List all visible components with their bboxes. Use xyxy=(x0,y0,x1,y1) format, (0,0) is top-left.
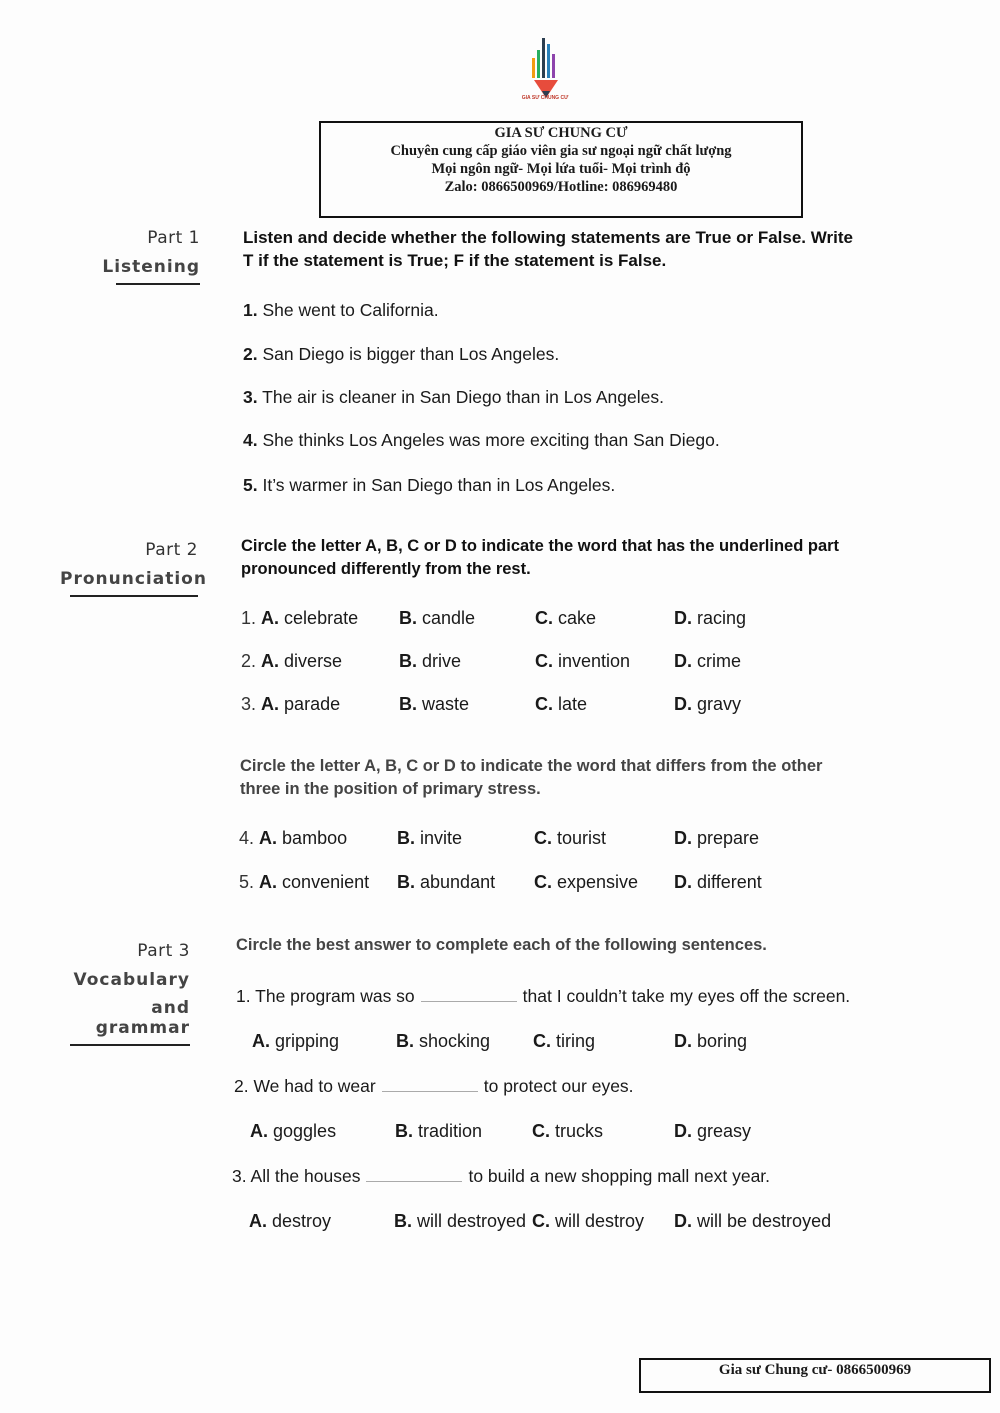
part1-number: Part 1 xyxy=(147,228,200,248)
pencil-logo-icon xyxy=(520,36,572,104)
part2-name: Pronunciation xyxy=(60,569,207,589)
grammar-options-2: A. goggles B. tradition C. trucks D. greasy xyxy=(250,1121,752,1141)
part3-instruction: Circle the best answer to complete each of the following sentences. xyxy=(236,936,767,954)
part2-instruction-1: Circle the letter A, B, C or D to indicate the word that has the underlined part pronounced differently from the rest. xyxy=(241,537,840,578)
header-tagline: Chuyên cung cấp giáo viên gia sư ngoại ngữ chất lượng xyxy=(390,143,732,159)
part3-name-line2: and grammar xyxy=(95,998,190,1038)
stress-question-4: 4. A. bamboo B. invite C. tourist D. prepare xyxy=(239,828,760,848)
statement-2: 2. San Diego is bigger than Los Angeles. xyxy=(243,344,560,364)
pron-question-2: 2. A. diverse B. drive C. invention D. crime xyxy=(241,651,742,671)
part3-number: Part 3 xyxy=(137,941,190,961)
statement-3: 3. The air is cleaner in San Diego than in Los Angeles. xyxy=(243,387,664,407)
logo-caption: GIA SƯ CHUNG CƯ xyxy=(521,95,569,101)
stress-question-5: 5. A. convenient B. abundant C. expensive D. different xyxy=(239,872,762,892)
pron-question-3: 3. A. parade B. waste C. late D. gravy xyxy=(241,694,742,714)
grammar-options-3: A. destroy B. will destroyed C. will destroy D. will be destroyed xyxy=(249,1211,832,1231)
statement-1: 1. She went to California. xyxy=(243,300,439,320)
grammar-question-2: 2. We had to wear to protect our eyes. xyxy=(234,1076,634,1096)
answer-blank[interactable] xyxy=(382,1090,478,1092)
statement-4: 4. She thinks Los Angeles was more exciting than San Diego. xyxy=(243,430,720,450)
header-subtitle: Mọi ngôn ngữ- Mọi lứa tuổi- Mọi trình độ xyxy=(431,161,691,177)
part2-instruction-2: Circle the letter A, B, C or D to indicate the word that differs from the other three in the position of primary stress. xyxy=(240,757,823,798)
part1-name: Listening xyxy=(102,257,200,277)
header-contact: Zalo: 0866500969/Hotline: 086969480 xyxy=(444,179,678,195)
statement-5: 5. It’s warmer in San Diego than in Los Angeles. xyxy=(243,475,616,495)
part3-name-line1: Vocabulary xyxy=(73,970,190,990)
answer-blank[interactable] xyxy=(421,1000,517,1002)
header-box xyxy=(319,121,803,218)
header-title: GIA SƯ CHUNG CƯ xyxy=(494,125,628,141)
grammar-question-1: 1. The program was so that I couldn’t take my eyes off the screen. xyxy=(236,986,851,1006)
answer-blank[interactable] xyxy=(366,1180,462,1182)
part2-number: Part 2 xyxy=(145,540,198,560)
part2-rule xyxy=(70,595,198,597)
footer-box xyxy=(639,1358,991,1393)
part2-label xyxy=(60,540,207,597)
part1-instruction: Listen and decide whether the following statements are True or False. Write T if the statement is True; F if the statement is False. xyxy=(243,228,853,270)
grammar-question-3: 3. All the houses to build a new shopping mall next year. xyxy=(232,1166,771,1186)
grammar-options-1: A. gripping B. shocking C. tiring D. boring xyxy=(252,1031,748,1051)
part1-label xyxy=(90,228,200,285)
part1-rule xyxy=(116,283,200,285)
pron-question-1: 1. A. celebrate B. candle C. cake D. racing xyxy=(241,608,747,628)
footer-text: Gia sư Chung cư- 0866500969 xyxy=(718,1362,912,1378)
